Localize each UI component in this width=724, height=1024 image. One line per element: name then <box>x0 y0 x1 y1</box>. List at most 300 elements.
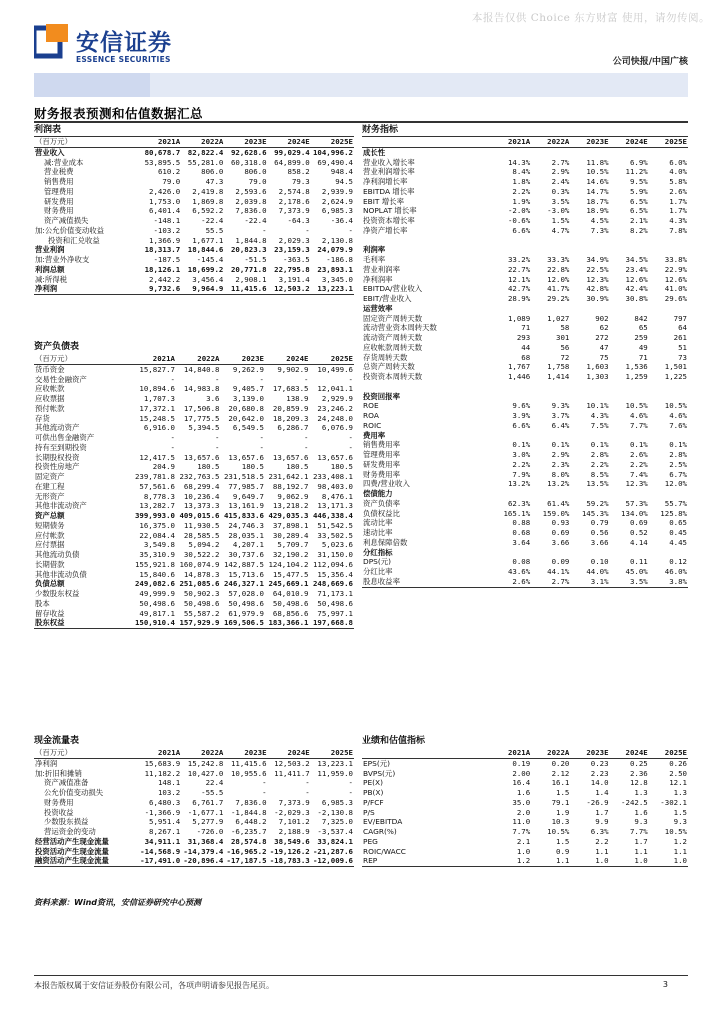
table-row <box>362 392 688 402</box>
cell-value: 2,039.8 <box>235 196 267 206</box>
cell-value: 1,089 <box>507 313 531 323</box>
table-row <box>34 216 354 226</box>
cell-value: 246,327.1 <box>223 579 264 589</box>
cell-value: 112,094.6 <box>312 559 353 569</box>
cell-value: -2,029.3 <box>274 807 310 817</box>
cell-value <box>531 382 570 392</box>
cell-value: 12.6% <box>664 274 687 284</box>
indicators-title: 财务指标 <box>362 123 688 137</box>
cell-value: 33,502.5 <box>317 530 353 540</box>
row-label: PB(X) <box>363 788 384 797</box>
cell-value: 2.2% <box>629 459 648 469</box>
cell-value: 15,477.5 <box>272 569 309 579</box>
cell-value: 6.5% <box>629 196 648 206</box>
cell-value: 0.3% <box>551 186 570 196</box>
cell-value: 10,427.0 <box>187 768 224 778</box>
row-label: DPS(元) <box>363 557 391 567</box>
table-row <box>34 550 354 560</box>
year-header: 2022A <box>176 354 221 364</box>
cell-value: 43.6% <box>507 567 531 576</box>
cell-value: 1.5% <box>551 216 570 225</box>
cell-value: 1,303 <box>586 372 609 381</box>
cell-value: 12,041.1 <box>317 384 353 394</box>
row-label: NOPLAT 增长率 <box>363 206 417 216</box>
row-label: EPS(元) <box>363 758 390 768</box>
table-row <box>34 423 354 433</box>
row-label: 少数股东损益 <box>44 817 89 827</box>
cell-value: 9,405.7 <box>232 384 264 394</box>
cell-value: 9,964.9 <box>192 284 224 294</box>
row-label: 加:营业外净收支 <box>35 255 90 264</box>
cell-value: 98,403.0 <box>317 481 353 491</box>
cell-value: - <box>348 225 353 235</box>
cell-value: 9.6% <box>512 401 531 411</box>
table-row <box>362 837 688 847</box>
row-label: 营业利润率 <box>363 264 400 274</box>
row-label: 少数股东权益 <box>35 589 80 598</box>
cell-value: 61.4% <box>547 498 570 508</box>
cell-value: 13,657.6 <box>272 452 309 462</box>
cell-value: -186.8 <box>326 255 353 264</box>
cell-value: -2.0% <box>507 206 531 216</box>
table-row <box>34 501 354 511</box>
cell-value: 14.6% <box>586 177 609 186</box>
row-label: CAGR(%) <box>363 827 397 836</box>
table-row <box>362 372 688 382</box>
cell-value <box>531 489 570 499</box>
year-header: 2023E <box>224 137 267 147</box>
cell-value <box>570 392 609 402</box>
logo-cn-text: 安信证券 <box>76 30 172 56</box>
cell-value <box>649 147 688 157</box>
cell-value: 1,225 <box>664 372 687 381</box>
cell-value: 13,223.1 <box>317 758 353 768</box>
table-row <box>34 443 354 453</box>
cell-value: 5,277.9 <box>192 817 224 827</box>
cell-value: 31,150.0 <box>317 550 353 559</box>
table-row <box>34 245 354 255</box>
cell-value: 7,373.9 <box>278 206 310 216</box>
cell-value: 5,394.5 <box>188 423 220 433</box>
cell-value: 7,101.2 <box>278 817 310 827</box>
cell-value: - <box>262 778 267 788</box>
cell-value: - <box>262 225 267 235</box>
cell-value <box>649 431 688 441</box>
cell-value: 17,372.1 <box>139 403 175 413</box>
cell-value: 17,683.5 <box>272 384 309 394</box>
cell-value <box>610 489 649 499</box>
cell-value: 259 <box>634 333 648 342</box>
cell-value: 28,574.8 <box>230 836 267 846</box>
cell-value: 30,737.6 <box>228 550 264 559</box>
table-row <box>362 577 688 587</box>
cell-value: 180.5 <box>197 462 220 472</box>
cell-value: 49 <box>638 342 648 352</box>
cell-value <box>649 548 688 558</box>
cashflow-table <box>34 748 354 867</box>
cell-value: 8,778.3 <box>143 491 175 501</box>
cell-value: 1,446 <box>507 372 531 381</box>
indicators-table <box>362 137 688 588</box>
cell-value: 6,401.4 <box>149 206 181 216</box>
cell-value: 11.0 <box>512 817 531 827</box>
cell-value: 10,236.4 <box>183 491 220 501</box>
cell-value: 6,480.3 <box>149 797 181 807</box>
cell-value: 0.1% <box>590 440 609 450</box>
cell-value: 32,190.2 <box>272 550 309 559</box>
cell-value: 10.5% <box>625 401 648 411</box>
cell-value: 7,836.0 <box>235 797 267 807</box>
cell-value: 47 <box>599 342 609 352</box>
cell-value: 1.7% <box>669 196 687 206</box>
cell-value: 1.5 <box>556 836 570 846</box>
report-category: 公司快报/中国广核 <box>612 57 688 67</box>
cell-value <box>649 382 688 392</box>
cell-value: -36.4 <box>330 216 353 225</box>
cell-value: 165.1% <box>503 508 531 518</box>
cell-value: -64.3 <box>287 216 310 225</box>
cell-value: 0.1% <box>551 440 570 450</box>
cell-value: -242.5 <box>621 797 648 807</box>
cell-value: 0.26 <box>669 758 687 768</box>
cell-value: -22.4 <box>201 216 224 225</box>
valuation-title: 业绩和估值指标 <box>362 736 426 746</box>
cell-value: 1.6 <box>516 788 531 797</box>
row-label: 货币资金 <box>35 364 65 374</box>
cell-value: 68,856.6 <box>272 608 309 618</box>
row-label: 预付帐款 <box>35 403 65 413</box>
row-label: ROIC/WACC <box>363 846 406 856</box>
cell-value: 75 <box>599 352 609 362</box>
cell-value: 50,498.6 <box>183 598 220 608</box>
cell-value: 415,833.6 <box>223 511 264 520</box>
table-row <box>34 540 354 550</box>
cell-value: 12,503.2 <box>274 758 310 768</box>
cell-value: 1.2 <box>673 836 687 846</box>
cell-value <box>570 236 609 246</box>
cell-value: 51,542.5 <box>317 520 353 530</box>
table-row <box>362 187 688 197</box>
cell-value: 3.66 <box>590 537 609 547</box>
cell-value: 0.93 <box>551 518 570 528</box>
cell-value: 5,094.2 <box>188 540 220 550</box>
cell-value: 2,419.8 <box>192 186 224 196</box>
cell-value: 71 <box>521 323 531 333</box>
cell-value <box>531 431 570 441</box>
row-label: 投资活动产生现金流量 <box>35 846 109 856</box>
table-row <box>34 827 354 837</box>
cell-value: 0.69 <box>629 518 648 528</box>
cell-value: 2.5% <box>669 459 687 469</box>
cell-value: 2.0 <box>516 807 531 817</box>
table-row <box>34 482 354 492</box>
cell-value: 18,844.6 <box>187 245 224 255</box>
cell-value: 44.1% <box>547 567 570 576</box>
cell-value <box>649 304 688 314</box>
cell-value: 2.23 <box>590 768 609 778</box>
cell-value: 948.4 <box>330 167 353 177</box>
cell-value: 842 <box>634 313 648 323</box>
cell-value: 33.3% <box>547 255 570 264</box>
cell-value: -12,009.6 <box>312 856 353 866</box>
cell-value: 0.11 <box>629 557 648 567</box>
cell-value: 2.36 <box>629 768 648 778</box>
row-label: 营业收入 <box>35 147 65 157</box>
cell-value: 17,506.8 <box>183 403 220 413</box>
cell-value: 14,878.3 <box>183 569 220 579</box>
cell-value: 150,910.4 <box>134 618 175 628</box>
cell-value: -17,187.5 <box>226 856 267 866</box>
cell-value: 44.0% <box>586 567 609 576</box>
table-row <box>34 394 354 404</box>
cell-value: 0.68 <box>512 528 531 537</box>
cell-value: - <box>215 433 220 442</box>
cell-value <box>570 431 609 441</box>
cell-value: - <box>305 788 310 797</box>
cell-value: 7.7% <box>629 827 648 836</box>
income-unit: （百万元） <box>34 137 138 147</box>
table-row <box>34 236 354 246</box>
cell-value: 104,996.2 <box>312 147 353 157</box>
cell-value: 6,448.2 <box>235 817 267 827</box>
row-label: 净资产增长率 <box>363 225 408 235</box>
row-label: 长期股权投资 <box>35 452 80 462</box>
cell-value: 204.9 <box>152 462 175 472</box>
cell-value: 13,218.2 <box>272 501 309 511</box>
cell-value: 79.1 <box>551 797 570 807</box>
cell-value: 6.7% <box>669 469 687 479</box>
balance-table <box>34 354 354 629</box>
cell-value: 134.0% <box>621 508 648 518</box>
cell-value: 610.2 <box>157 167 181 177</box>
cell-value: 231,518.5 <box>223 472 264 481</box>
cell-value: 409,015.6 <box>179 511 220 520</box>
cell-value: 2,929.9 <box>321 394 353 403</box>
table-row <box>34 778 354 788</box>
cell-value: 12.3% <box>625 479 648 489</box>
year-header: 2024E <box>610 748 649 758</box>
cell-value: 1,414 <box>547 372 570 381</box>
income-statement <box>34 123 354 295</box>
row-label: 短期债务 <box>35 520 65 530</box>
cell-value <box>610 392 649 402</box>
cell-value: 2.2% <box>512 186 531 196</box>
cell-value: - <box>348 433 353 442</box>
year-header: 2024E <box>610 137 649 147</box>
cell-value: 6,286.7 <box>277 423 309 433</box>
cell-value: 159.0% <box>542 508 570 518</box>
cell-value: 293 <box>516 333 531 342</box>
row-label: 股本 <box>35 598 50 608</box>
cell-value <box>492 548 531 558</box>
cell-value <box>492 245 531 255</box>
cell-value <box>531 236 570 246</box>
row-label: 销售费用 <box>44 177 74 186</box>
cell-value: 2,178.6 <box>278 196 310 206</box>
cell-value: 1.3 <box>634 788 648 797</box>
cell-value: 37,898.1 <box>272 520 309 530</box>
cell-value: 20,823.3 <box>230 245 267 255</box>
table-row <box>362 538 688 548</box>
table-row <box>362 769 688 779</box>
cell-value: 99,029.4 <box>274 147 310 157</box>
row-label: 净利润 <box>35 758 58 768</box>
cell-value: 6,916.0 <box>143 423 175 433</box>
cell-value: - <box>304 442 309 452</box>
cell-value: 13.2% <box>507 479 531 489</box>
row-label: PEG <box>363 836 378 846</box>
cell-value: 0.20 <box>551 758 570 768</box>
cell-value: 57,561.6 <box>139 481 175 491</box>
cell-value: 2.2% <box>590 459 609 469</box>
cell-value: -187.5 <box>153 255 181 264</box>
table-row <box>34 492 354 502</box>
table-row <box>34 275 354 285</box>
cell-value: 55.5 <box>205 225 224 235</box>
cell-value: 0.1% <box>512 440 531 450</box>
watermark: 本报告仅供 Choice 东方财富 使用，请勿传阅。 <box>471 12 710 24</box>
table-row <box>362 245 688 255</box>
cell-value: 248,669.6 <box>312 579 353 589</box>
cell-value <box>570 548 609 558</box>
cell-value: 42.4% <box>625 284 648 294</box>
year-header: 2022A <box>531 137 570 147</box>
cell-value: 1,603 <box>586 362 609 372</box>
cell-value: 13,657.6 <box>183 452 220 462</box>
income-title: 利润表 <box>34 123 354 137</box>
table-row <box>362 499 688 509</box>
cell-value: 18,313.7 <box>144 245 181 255</box>
table-row <box>34 414 354 424</box>
cell-value: 0.1% <box>669 440 687 450</box>
cell-value: 3,345.0 <box>321 274 353 284</box>
year-header: 2025E <box>311 748 354 758</box>
table-row <box>34 284 354 294</box>
cell-value: - <box>348 374 353 384</box>
row-label: 管理费用率 <box>363 450 400 459</box>
table-row <box>34 856 354 866</box>
row-label: 持有至到期投资 <box>35 442 87 452</box>
cell-value: - <box>262 788 267 797</box>
cell-value: 2.4% <box>551 177 570 186</box>
table-row <box>34 788 354 798</box>
cell-value: 3.1% <box>590 576 609 586</box>
cell-value: 233,408.1 <box>312 472 353 481</box>
row-label: P/S <box>363 807 375 817</box>
row-label: 长期借款 <box>35 559 65 569</box>
cell-value: 6,592.2 <box>192 206 224 216</box>
data-source-note: 资料来源：Wind资讯，安信证券研究中心预测 <box>34 898 201 907</box>
table-row <box>34 570 354 580</box>
cell-value: 14.3% <box>507 157 531 167</box>
cell-value: 10.1% <box>586 401 609 411</box>
row-label: 资产负债率 <box>363 498 400 508</box>
cell-value: 24,746.3 <box>228 520 264 530</box>
cell-value: 10,499.6 <box>317 364 353 374</box>
cell-value: 12.1% <box>507 274 531 284</box>
cell-value: 10,894.6 <box>139 384 175 394</box>
table-row <box>34 589 354 599</box>
cell-value: 2.6% <box>512 576 531 586</box>
cell-value: 20,680.8 <box>228 403 264 413</box>
cell-value: 6.3% <box>590 827 609 836</box>
cell-value: 23,246.2 <box>317 403 353 413</box>
cell-value: 1.8% <box>512 177 531 186</box>
cell-value <box>531 304 570 314</box>
row-label: 投资收益 <box>44 807 74 817</box>
cell-value: 15,827.7 <box>139 364 175 374</box>
cell-value: 20,771.8 <box>230 264 267 274</box>
cell-value: 1.7% <box>669 206 687 216</box>
row-label: PE(X) <box>363 778 383 788</box>
cell-value: 28.9% <box>507 294 531 303</box>
table-row <box>362 479 688 489</box>
cell-value: - <box>348 788 353 797</box>
cell-value: 17,775.5 <box>183 413 220 423</box>
table-row <box>34 837 354 847</box>
cell-value: 13,223.1 <box>317 284 353 294</box>
cell-value: 125.8% <box>660 508 687 518</box>
row-label: EBIT/营业收入 <box>363 294 412 303</box>
financial-indicators <box>362 123 688 588</box>
row-label: 投资资本周转天数 <box>363 372 423 381</box>
cell-value: -19,126.2 <box>269 846 310 856</box>
cell-value: -26.9 <box>586 797 609 807</box>
cell-value: 7.8% <box>669 225 687 235</box>
cell-value: 15,242.8 <box>187 758 224 768</box>
cell-value: 6,076.9 <box>321 423 353 433</box>
cell-value: 3.6 <box>206 394 220 403</box>
company-logo <box>34 24 194 70</box>
row-label: 资产总额 <box>35 511 65 520</box>
cell-value: 50,498.6 <box>139 598 175 608</box>
cell-value: 14.7% <box>586 186 609 196</box>
cell-value: 49,817.1 <box>139 608 175 618</box>
table-row <box>362 323 688 333</box>
cell-value: 59.2% <box>586 498 609 508</box>
cell-value: 0.56 <box>590 528 609 537</box>
cell-value: 4.7% <box>551 225 570 235</box>
cell-value: 399,993.0 <box>134 511 175 520</box>
cell-value: 50,498.6 <box>228 598 264 608</box>
cell-value <box>610 147 649 157</box>
cell-value: 2,426.0 <box>149 186 181 196</box>
cell-value: - <box>215 442 220 452</box>
cell-value: 29.2% <box>547 294 570 303</box>
footer-divider <box>34 975 688 976</box>
cell-value: -6,235.7 <box>230 827 267 836</box>
cell-value: 3.0% <box>512 450 531 459</box>
cell-value: 10,955.6 <box>230 768 267 778</box>
cell-value <box>531 392 570 402</box>
cell-value: 41.0% <box>664 284 687 294</box>
row-label: 营运资金的变动 <box>44 827 96 836</box>
row-label: 无形资产 <box>35 491 65 501</box>
cell-value: 34.5% <box>625 255 648 264</box>
cell-value: -302.1 <box>660 797 687 807</box>
cell-value: 7,373.9 <box>278 797 310 807</box>
cell-value: 2.3% <box>551 459 570 469</box>
year-header: 2025E <box>649 748 688 758</box>
cell-value: 11.8% <box>586 157 609 167</box>
row-label <box>362 382 492 392</box>
cell-value: - <box>259 374 264 384</box>
logo-en-text: ESSENCE SECURITIES <box>76 55 171 64</box>
cell-value: 1,869.8 <box>192 196 224 206</box>
cell-value: 18,126.1 <box>144 264 181 274</box>
cell-value: 57.3% <box>625 498 648 508</box>
year-header: 2025E <box>310 354 355 364</box>
